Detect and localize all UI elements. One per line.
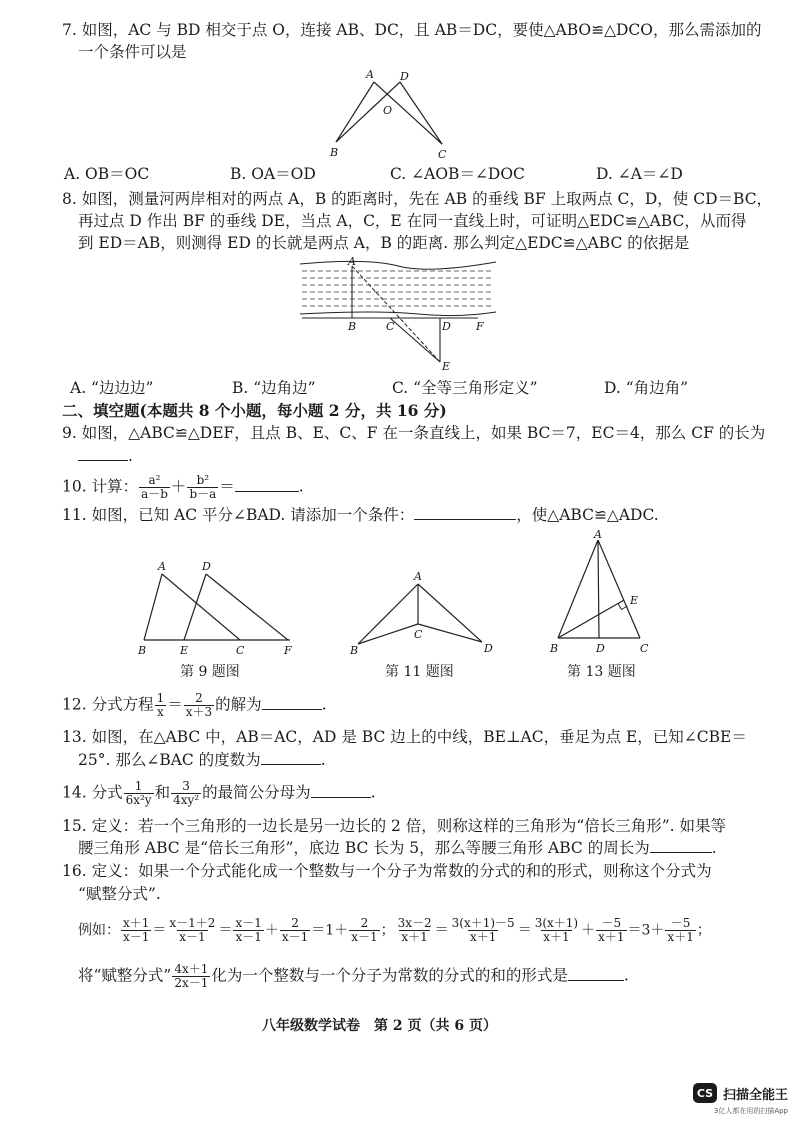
- q7-figure: [322, 68, 462, 168]
- q7-stem-line2: 一个条件可以是: [78, 43, 187, 61]
- q11-answer-blank[interactable]: [414, 505, 516, 520]
- q13-stem-line2: 25°. 那么∠BAC 的度数为 .: [78, 751, 326, 769]
- q13-answer-blank[interactable]: [261, 750, 321, 765]
- q10-answer-blank[interactable]: [235, 477, 299, 492]
- scanner-app-name: 扫描全能王: [722, 1087, 788, 1103]
- q8-label-b: B: [348, 320, 357, 333]
- q14-fraction-2: $\frac{3}{\text{4xy²}}$: [173, 779, 200, 807]
- page-footer: 八年级数学试卷 第 2 页（共 6 页）: [262, 1018, 497, 1034]
- fig11-label-d: D: [484, 642, 493, 655]
- fig11-label-a: A: [414, 570, 422, 583]
- fig11-diagram: [344, 568, 500, 662]
- q8-label-c: C: [386, 320, 395, 333]
- fig13-label-b: B: [550, 642, 559, 655]
- fig13-svg: [544, 528, 662, 658]
- q12-stem: 12. 分式方程 $\frac{1}{x}$ ＝ $\frac{2}{x+3}$ 的解为 .: [62, 691, 327, 719]
- fig11-label-c: C: [414, 628, 423, 641]
- q10-fraction-1: $\frac{\text{a²}}{a-b}$: [141, 473, 168, 501]
- q8-option-d: D. “角边角”: [604, 379, 689, 397]
- q7-stem-line1: 7. 如图，AC 与 BD 相交于点 O，连接 AB、DC，且 AB＝DC，要使△ABO≌△DCO，那么需添加的: [62, 21, 762, 39]
- q13-stem-line1: 13. 如图，在△ABC 中，AB＝AC，AD 是 BC 边上的中线，BE⊥AC，垂足为点 E，已知∠CBE＝: [62, 728, 747, 746]
- q7-figure-svg: [322, 68, 462, 164]
- fig13-label-c: C: [640, 642, 649, 655]
- q7-label-d: D: [400, 70, 409, 83]
- fig9-svg: [132, 560, 302, 660]
- q12-answer-blank[interactable]: [262, 695, 322, 710]
- fig11-caption: 第 11 题图: [385, 664, 454, 680]
- fig11-svg: [344, 568, 500, 658]
- q7-option-d: D. ∠A＝∠D: [596, 165, 683, 183]
- q8-river-figure: [298, 254, 498, 378]
- q10-prefix: 10. 计算：: [62, 477, 139, 496]
- q8-stem-line2: 再过点 D 作出 BF 的垂线 DE，当点 A，C，E 在同一直线上时，可证明△EDC≌△ABC，从而得: [78, 212, 747, 230]
- q8-label-f: F: [476, 320, 484, 333]
- q8-option-b: B. “边角边”: [232, 379, 316, 397]
- q16-example-line: 例如： $\frac{x+1}{x-1}$ ＝ $\frac{x-1+2}{x-1}$ ＝ $\frac{x-1}{x-1}$ ＋ $\frac{2}{x-1}$ ＝1＋ $\frac{2}{x-1}$ ； $\frac{3x-2}{x+1}$ ＝ $\frac{3(x+1)-5}{x+1}$ ＝ $\frac{3(x+1)}{x+1}$ ＋ $\frac{-5}{x+1}$ ＝3＋ $\frac{-5}{x+1}$ ；: [78, 916, 711, 944]
- q8-label-a: A: [348, 255, 356, 268]
- q8-label-e: E: [442, 360, 451, 373]
- section-2-heading: 二、填空题(本题共 8 个小题，每小题 2 分，共 16 分): [62, 401, 447, 420]
- camscanner-logo-icon: CS: [693, 1083, 717, 1103]
- fig9-label-e: E: [180, 644, 189, 657]
- q9-stem: 9. 如图，△ABC≌△DEF，且点 B、E、C、F 在一条直线上，如果 BC＝7，EC＝4，那么 CF 的长为: [62, 424, 766, 442]
- fig9-label-f: F: [284, 644, 292, 657]
- fig9-label-c: C: [236, 644, 245, 657]
- q16-answer-blank[interactable]: [568, 966, 624, 981]
- fig11-label-b: B: [350, 644, 359, 657]
- q7-option-a: A. OB＝OC: [64, 165, 150, 183]
- q7-label-o: O: [383, 104, 393, 117]
- q8-option-c: C. “全等三角形定义”: [392, 379, 538, 397]
- q7-label-c: C: [438, 148, 447, 161]
- q8-label-d: D: [442, 320, 451, 333]
- q9-answer-blank[interactable]: [78, 446, 128, 461]
- fig13-caption: 第 13 题图: [567, 664, 636, 680]
- q8-option-a: A. “边边边”: [70, 379, 154, 397]
- q16-task-fraction: $\frac{4x+1}{2x-1}$: [174, 962, 209, 990]
- q9-answer-line: [78, 446, 133, 466]
- q11-stem: 11. 如图，已知 AC 平分∠BAD. 请添加一个条件： ，使△ABC≌△ADC.: [62, 506, 659, 524]
- q14-answer-blank[interactable]: [311, 783, 371, 798]
- q15-answer-blank[interactable]: [650, 838, 712, 853]
- scanner-badge: [693, 1083, 788, 1103]
- q7-option-b: B. OA＝OD: [230, 165, 316, 183]
- q12-fraction-2: $\frac{2}{x+3}$: [185, 691, 213, 719]
- fig13-label-d: D: [596, 642, 605, 655]
- fig9-label-d: D: [202, 560, 211, 573]
- fig13-label-a: A: [594, 528, 602, 541]
- q16-stem-line1: 16. 定义：如果一个分式能化成一个整数与一个分子为常数的分式的和的形式，则称这个分式为: [62, 862, 712, 880]
- q10-stem: 10. 计算： $\frac{\text{a²}}{a-b}$ ＋ $\frac{\text{b²}}{b-a}$ ＝ .: [62, 473, 304, 501]
- q16-stem-line2: “赋整分式”.: [78, 885, 161, 903]
- q8-stem-line1: 8. 如图，测量河两岸相对的两点 A，B 的距离时，先在 AB 的垂线 BF 上取两点 C，D，使 CD＝BC，: [62, 190, 773, 208]
- q15-stem-line1: 15. 定义：若一个三角形的一边长是另一边长的 2 倍，则称这样的三角形为“倍长三角形”. 如果等: [62, 817, 726, 835]
- q8-stem-line3: 到 ED＝AB，则测得 ED 的长就是两点 A，B 的距离. 那么判定△EDC≌△ABC 的依据是: [78, 234, 690, 252]
- q14-stem: 14. 分式 $\frac{1}{\text{6x²y}}$ 和 $\frac{3}{\text{4xy²}}$ 的最简公分母为 .: [62, 779, 376, 807]
- fig9-label-b: B: [138, 644, 147, 657]
- q7-label-a: A: [366, 68, 374, 81]
- q9-end: .: [128, 447, 133, 465]
- q10-fraction-2: $\frac{\text{b²}}{b-a}$: [189, 473, 217, 501]
- q14-fraction-1: $\frac{1}{\text{6x²y}}$: [125, 779, 152, 807]
- fig9-diagram: [132, 560, 302, 664]
- q16-task-line: 将“赋整分式” $\frac{4x+1}{2x-1}$ 化为一个整数与一个分子为常数的分式的和的形式是 .: [78, 962, 629, 990]
- q15-stem-line2: 腰三角形 ABC 是“倍长三角形”，底边 BC 长为 5，那么等腰三角形 ABC 的周长为 .: [78, 839, 717, 857]
- q7-label-b: B: [330, 146, 339, 159]
- fig9-label-a: A: [158, 560, 166, 573]
- q12-fraction-1: $\frac{1}{x}$: [156, 691, 165, 719]
- fig13-label-e: E: [630, 594, 639, 607]
- fig13-diagram: [544, 528, 662, 662]
- q8-river-figure-svg: [298, 254, 498, 374]
- scanner-tagline: 3亿人都在用的扫描App: [713, 1107, 788, 1115]
- q7-option-c: C. ∠AOB＝∠DOC: [390, 165, 525, 183]
- fig9-caption: 第 9 题图: [180, 664, 240, 680]
